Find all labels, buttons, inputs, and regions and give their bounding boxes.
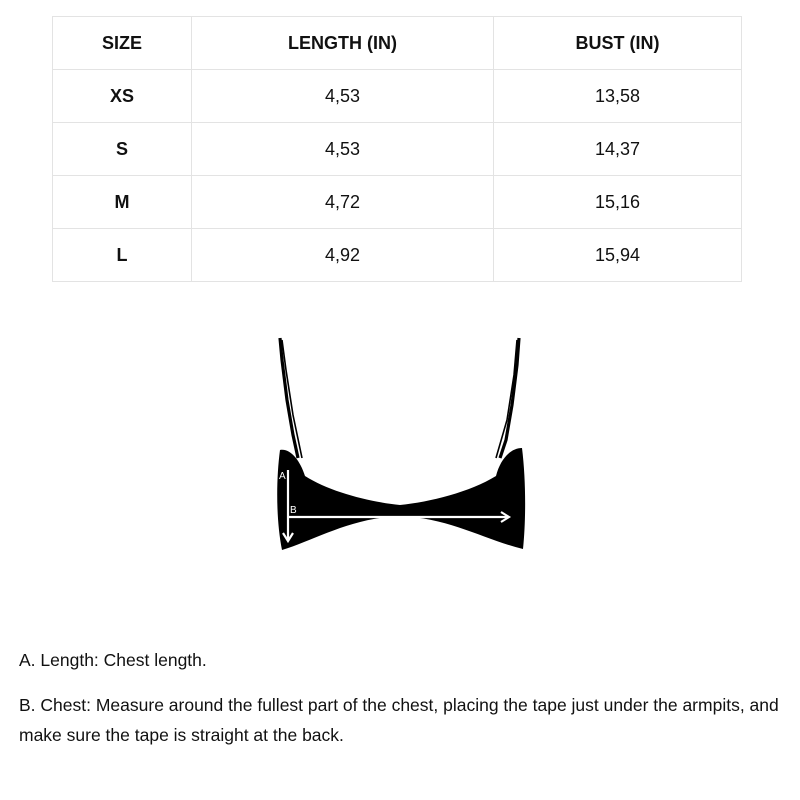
bra-top-illustration — [260, 330, 540, 560]
bust-cell: 15,16 — [494, 176, 742, 229]
table-row — [53, 123, 742, 176]
bust-cell: 15,94 — [494, 229, 742, 282]
length-cell: 4,72 — [192, 176, 494, 229]
bra-band — [277, 448, 525, 550]
garment-measurement-diagram — [260, 330, 540, 560]
bust-cell: 14,37 — [494, 123, 742, 176]
left-strap-inner — [282, 340, 302, 458]
length-cell: 4,53 — [192, 70, 494, 123]
measurement-notes — [19, 645, 779, 750]
table-row — [53, 70, 742, 123]
label-b: B — [290, 505, 297, 516]
size-chart-table — [52, 16, 742, 282]
size-cell: S — [53, 123, 192, 176]
note-chest: B. Chest: Measure around the fullest part of the chest, placing the tape just under the armpits, and make sure the tape is straight at the back. — [19, 695, 779, 745]
size-cell: M — [53, 176, 192, 229]
table-header-row — [53, 17, 742, 70]
size-cell: XS — [53, 70, 192, 123]
label-a: A — [279, 471, 286, 482]
table-row — [53, 229, 742, 282]
header-bust: BUST (IN) — [494, 17, 742, 70]
header-length: LENGTH (IN) — [192, 17, 494, 70]
table-row — [53, 176, 742, 229]
length-cell: 4,53 — [192, 123, 494, 176]
length-cell: 4,92 — [192, 229, 494, 282]
note-length: A. Length: Chest length. — [19, 650, 207, 670]
bust-cell: 13,58 — [494, 70, 742, 123]
header-size: SIZE — [53, 17, 192, 70]
left-strap — [280, 338, 298, 458]
size-cell: L — [53, 229, 192, 282]
